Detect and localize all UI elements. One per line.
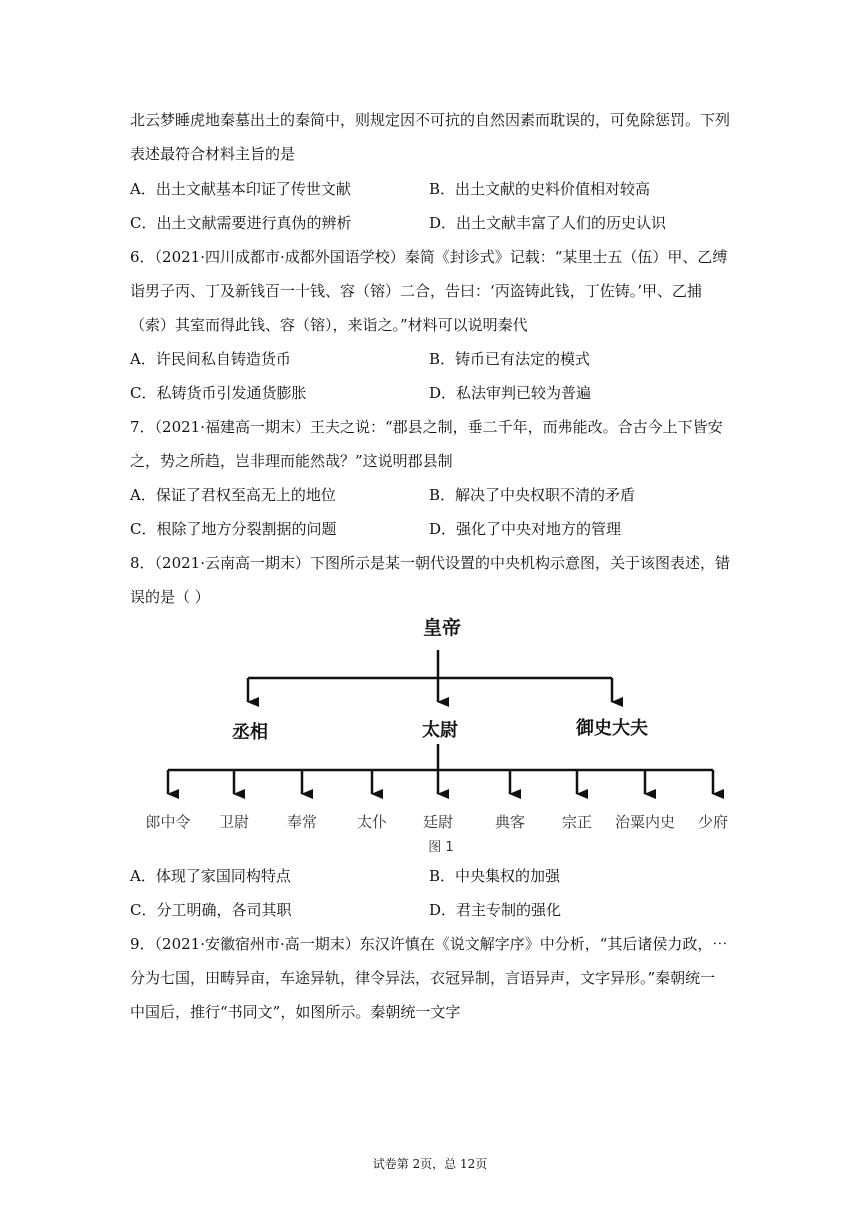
q5-option-d: D．出土文献丰富了人们的历史认识 — [429, 214, 667, 232]
q7-stem-line-1: 7．（2021·福建高一期末）王夫之说：“郡县之制，垂二千年，而弗能改。合古今上下皆安 — [130, 418, 723, 436]
q8-stem-line-1: 8．（2021·云南高一期末）下图所示是某一朝代设置的中央机构示意图，关于该图表述，错 — [130, 554, 730, 572]
diagram-taipu-label: 太仆 — [356, 813, 388, 831]
diagram-root-label: 皇帝 — [422, 617, 462, 639]
q7-option-b: B．解决了中央权职不清的矛盾 — [429, 486, 636, 504]
q7-option-c: C．根除了地方分裂割据的问题 — [130, 520, 337, 538]
diagram-fengchang-label: 奉常 — [286, 813, 318, 831]
q5-option-b: B．出土文献的史料价值相对较高 — [429, 180, 651, 198]
diagram-zhisuneishi-label: 治粟内史 — [614, 813, 676, 831]
diagram-shaofu-label: 少府 — [697, 813, 729, 831]
q9-stem-line-2: 分为七国，田畴异亩，车途异轨，律令异法，衣冠异制，言语异声，文字异形。”秦朝统一 — [130, 969, 716, 987]
q8-option-d: D．君主专制的强化 — [429, 901, 562, 919]
q6-option-d: D．私法审判已较为普遍 — [429, 384, 592, 402]
diagram-tingwei-label: 廷尉 — [422, 813, 454, 831]
q7-option-d: D．强化了中央对地方的管理 — [429, 520, 622, 538]
q5-option-c: C．出土文献需要进行真伪的辨析 — [130, 214, 352, 232]
diagram-chancellor-label: 丞相 — [232, 722, 268, 743]
q8-option-a: A．体现了家国同构特点 — [130, 867, 291, 885]
diagram-dianke-label: 典客 — [494, 813, 526, 831]
page-footer: 试卷第 2页，总 12页 — [372, 1157, 488, 1171]
org-chart-svg — [130, 606, 740, 856]
diagram-caption: 图 1 — [428, 840, 454, 855]
diagram-zongzheng-label: 宗正 — [561, 813, 593, 831]
q8-stem-line-2: 误的是（ ） — [130, 588, 210, 606]
q9-stem-line-1: 9．（2021·安徽宿州市·高一期末）东汉许慎在《说文解字序》中分析，“其后诸侯力政，⋯ — [130, 935, 728, 953]
q7-stem-line-2: 之，势之所趋，岂非理而能然哉？”这说明郡县制 — [130, 452, 453, 470]
q5-option-a: A．出土文献基本印证了传世文献 — [130, 180, 351, 198]
q6-option-a: A．许民间私自铸造货币 — [130, 350, 291, 368]
q8-option-b: B．中央集权的加强 — [429, 867, 561, 885]
q5-stem-line-2: 表述最符合材料主旨的是 — [130, 145, 296, 163]
q6-stem-line-2: 诣男子丙、丁及新钱百一十钱、容（镕）二合，告曰：‘丙盗铸此钱，丁佐铸。’甲、乙捕 — [130, 282, 703, 300]
diagram-censor-label: 御史大夫 — [576, 718, 648, 739]
q6-stem-line-3: （索）其室而得此钱、容（镕），来诣之。”材料可以说明秦代 — [130, 316, 528, 334]
q5-stem-line-1: 北云梦睡虎地秦墓出土的秦简中，则规定因不可抗的自然因素而耽误的，可免除惩罚。下列 — [130, 111, 731, 129]
diagram-weiwei-label: 卫尉 — [218, 813, 250, 831]
diagram-langzhongling-label: 郎中令 — [145, 813, 191, 831]
q7-option-a: A．保证了君权至高无上的地位 — [130, 486, 336, 504]
q6-option-b: B．铸币已有法定的模式 — [429, 350, 591, 368]
q6-option-c: C．私铸货币引发通货膨胀 — [130, 384, 307, 402]
q6-stem-line-1: 6．（2021·四川成都市·成都外国语学校）秦简《封诊式》记载：“某里士五（伍）甲、乙缚 — [130, 248, 728, 266]
q8-option-c: C．分工明确，各司其职 — [130, 901, 292, 919]
central-government-diagram — [130, 606, 740, 856]
q9-stem-line-3: 中国后，推行“书同文”，如图所示。秦朝统一文字 — [130, 1003, 461, 1021]
diagram-taiwei-label: 太尉 — [422, 720, 458, 741]
